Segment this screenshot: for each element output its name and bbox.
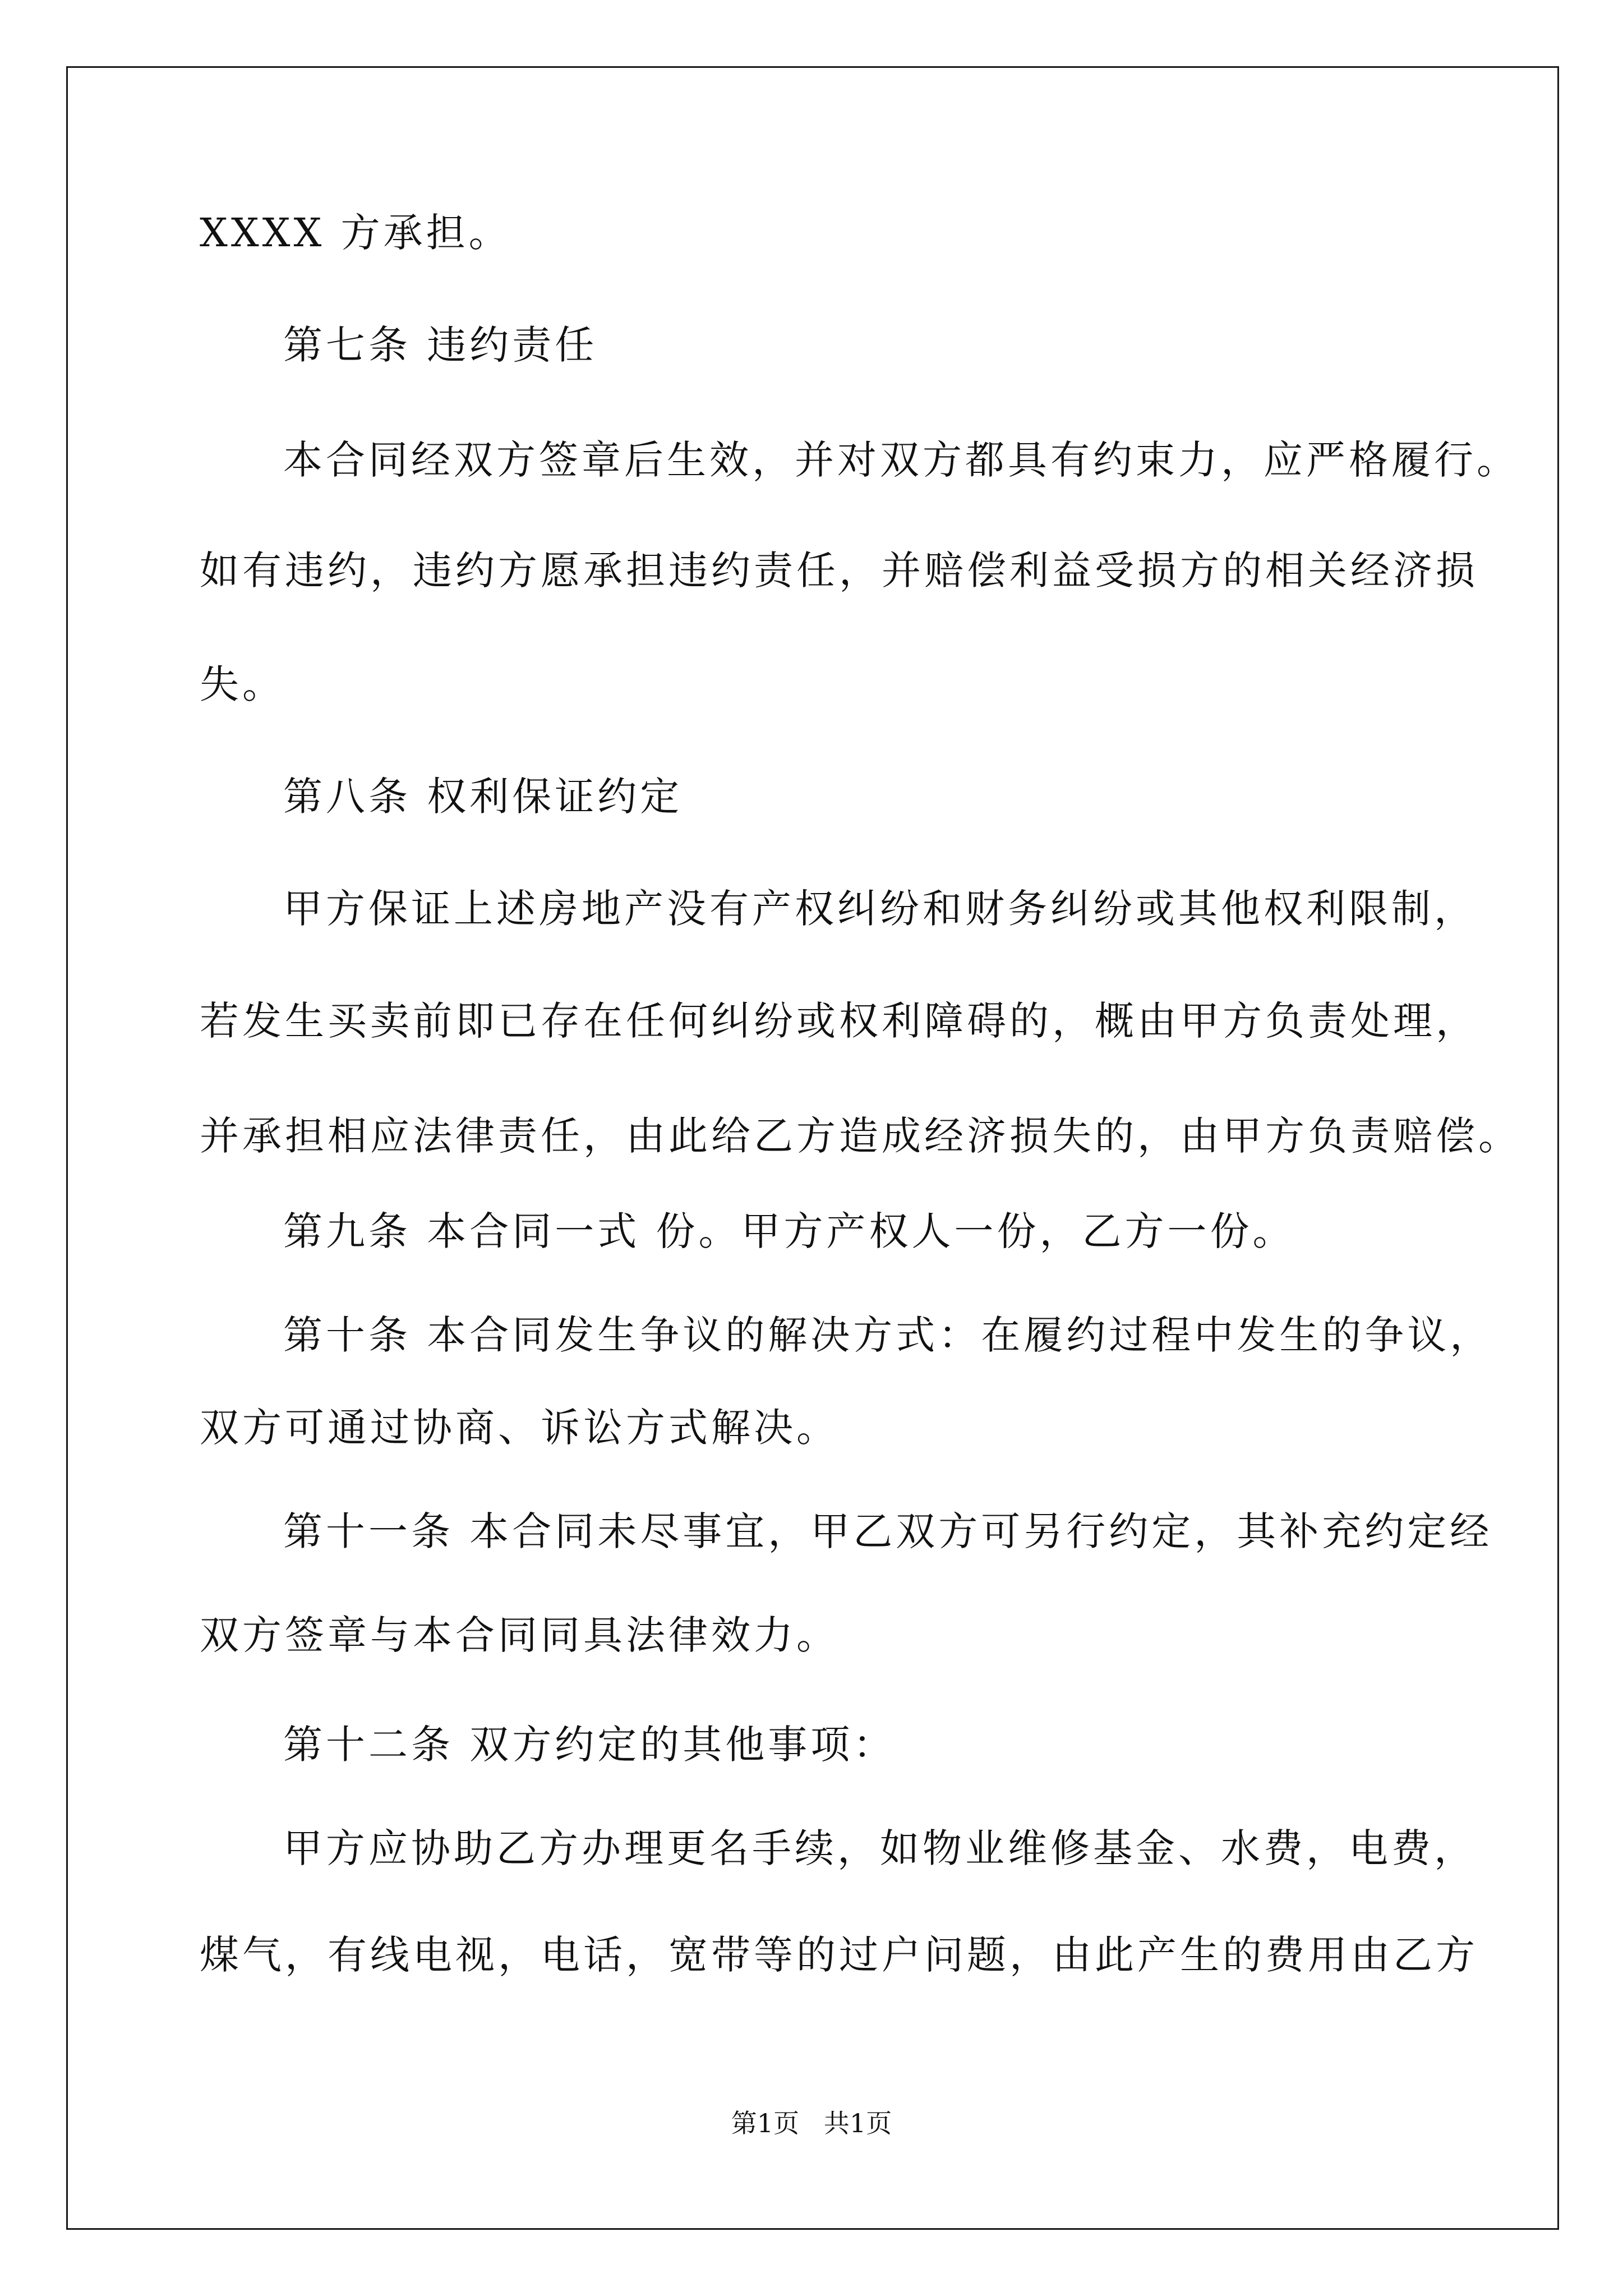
article-heading: 第十一条 本合同未尽事宜，甲乙双方可另行约定，其补充约定经 [283, 1508, 1493, 1554]
text-line: 若发生买卖前即已存在任何纠纷或权利障碍的，概由甲方负责处理， [200, 998, 1478, 1044]
text-line: 甲方保证上述房地产没有产权纠纷和财务纠纷或其他权利限制， [283, 886, 1477, 932]
article-heading: 第九条 本合同一式 份。甲方产权人一份，乙方一份。 [283, 1208, 1295, 1254]
article-heading: 第七条 违约责任 [283, 322, 598, 368]
text-line: 本合同经双方签章后生效，并对双方都具有约束力，应严格履行。 [283, 437, 1519, 483]
page-footer: 第1页 共1页 [731, 2108, 892, 2138]
text-line: 双方可通过协商、诉讼方式解决。 [200, 1405, 839, 1451]
text-line: 失。 [200, 661, 285, 707]
text-line: 并承担相应法律责任，由此给乙方造成经济损失的，由甲方负责赔偿。 [200, 1113, 1521, 1159]
article-heading: 第十二条 双方约定的其他事项： [283, 1722, 896, 1768]
text-line: 如有违约，违约方愿承担违约责任，并赔偿利益受损方的相关经济损 [200, 547, 1478, 593]
text-line: XXXX 方承担。 [200, 210, 511, 256]
article-heading: 第十条 本合同发生争议的解决方式：在履约过程中发生的争议， [283, 1312, 1493, 1358]
text-line: 双方签章与本合同同具法律效力。 [200, 1612, 839, 1658]
article-heading: 第八条 权利保证约定 [283, 774, 683, 820]
text-line: 煤气，有线电视，电话，宽带等的过户问题，由此产生的费用由乙方 [200, 1932, 1478, 1978]
text-line: 甲方应协助乙方办理更名手续，如物业维修基金、水费，电费， [283, 1825, 1477, 1871]
